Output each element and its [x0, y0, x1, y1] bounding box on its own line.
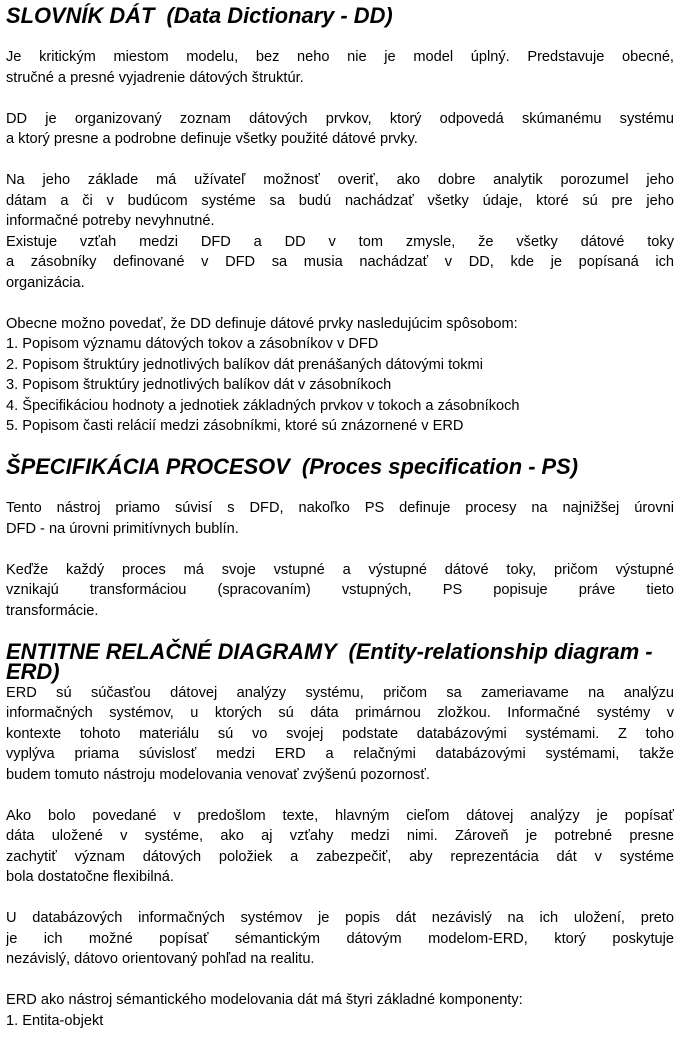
paragraph-dd-user — [6, 170, 674, 232]
paragraph-dd-definition — [6, 109, 674, 150]
text-line: dátam a či v budúcom systéme sa budú nachádzať všetky údaje, ktoré sú pre jeho — [6, 192, 674, 209]
section-subtitle: (Data Dictionary - DD) — [166, 3, 393, 28]
list-item: 2. Popisom štruktúry jednotlivých balíkov dát prenášaných dátovými tokmi — [6, 356, 483, 373]
list-item: 3. Popisom štruktúry jednotlivých balíkov dát v zásobníkoch — [6, 377, 392, 393]
text-line: je ich možné popísať sémantickým dátovým modelom-ERD, ktorý poskytuje — [6, 930, 674, 947]
document-page — [6, 3, 674, 1031]
text-line: Obecne možno povedať, že DD definuje dátové prvky nasledujúcim spôsobom: — [6, 315, 518, 332]
paragraph-erd-goal — [6, 806, 674, 888]
text-line: budem tomuto nástroju modelovania venovať zvýšenú pozornosť. — [6, 766, 430, 783]
text-line: a ktorý presne a podrobne definuje všetky použité dátové prvky. — [6, 131, 418, 147]
list-item: 1. Entita-objekt — [6, 1012, 104, 1029]
section-subtitle: (Entity-relationship diagram - ERD) — [6, 638, 653, 684]
text-line: informačné potreby nevyhnutné. — [6, 213, 215, 229]
text-line: vznikajú transformáciou (spracovaním) vstupných, PS popisuje práve tieto — [6, 582, 674, 598]
paragraph-dd-dfd-relation — [6, 232, 674, 294]
text-line: DD je organizovaný zoznam dátových prvkov, ktorý odpovedá skúmanému systému — [6, 110, 674, 127]
text-line: DFD - na úrovni primitívnych bublín. — [6, 520, 239, 537]
section-subtitle: (Proces specification - PS) — [301, 454, 579, 479]
list-item: 1. Popisom významu dátových tokov a zásobníkov v DFD — [6, 336, 379, 352]
text-line: ERD sú súčasťou dátovej analýzy systému, pričom sa zameriavame na analýzu — [6, 684, 674, 701]
paragraph-ps-flows — [6, 560, 674, 622]
spacer — [6, 970, 674, 991]
text-line: organizácia. — [6, 274, 85, 291]
spacer — [6, 293, 674, 314]
text-line: dáta uložené v systéme, ako aj vzťahy medzi nimi. Zároveň je potrebné presne — [6, 828, 674, 844]
section-heading-data-dictionary — [6, 3, 674, 28]
section-heading-erd — [6, 638, 674, 684]
text-line: Existuje vzťah medzi DFD a DD v tom zmysle, že všetky dátové toky — [6, 233, 674, 250]
paragraph-ps-intro — [6, 498, 674, 539]
text-line: nezávislý, dátovo orientovaný pohľad na realitu. — [6, 951, 315, 967]
section-heading-process-spec — [6, 454, 674, 479]
list-item: 4. Špecifikáciou hodnoty a jednotiek základných prvkov v tokoch a zásobníkoch — [6, 397, 520, 414]
section-title: ENTITNE RELAČNÉ DIAGRAMY — [6, 638, 337, 664]
text-line: stručné a presné vyjadrenie dátových štruktúr. — [6, 69, 304, 86]
section-title: SLOVNÍK DÁT — [6, 3, 155, 28]
text-line: Ako bolo povedané v predošlom texte, hlavným cieľom dátovej analýzy je popísať — [6, 807, 674, 824]
spacer — [6, 888, 674, 909]
text-line: ERD ako nástroj sémantického modelovania dát má štyri základné komponenty: — [6, 992, 523, 1008]
text-line: a zásobníky definované v DFD sa musia nachádzať v DD, kde je popísaná ich — [6, 254, 674, 270]
paragraph-erd-semantic — [6, 908, 674, 970]
text-line: Tento nástroj priamo súvisí s DFD, nakoľko PS definuje procesy na najnižšej úrovni — [6, 500, 674, 516]
spacer — [6, 478, 674, 499]
spacer — [6, 785, 674, 806]
section-title: ŠPECIFIKÁCIA PROCESOV — [6, 454, 290, 479]
text-line: bola dostatočne flexibilná. — [6, 869, 174, 885]
paragraph-erd-components — [6, 990, 674, 1031]
text-line: Je kritickým miestom modelu, bez neho nie je model úplný. Predstavuje obecné, — [6, 49, 674, 65]
list-item: 5. Popisom časti relácií medzi zásobníkmi, ktoré sú znázornené v ERD — [6, 418, 464, 434]
spacer — [6, 27, 674, 48]
spacer — [6, 662, 674, 683]
paragraph-erd-intro — [6, 683, 674, 786]
spacer — [6, 539, 674, 560]
text-line: Na jeho základe má užívateľ možnosť overiť, ako dobre analytik porozumel jeho — [6, 172, 674, 188]
spacer — [6, 150, 674, 171]
text-line: zachytiť význam dátových položiek a zabezpečiť, aby reprezentácia dát v systéme — [6, 848, 674, 865]
paragraph-dd-intro — [6, 47, 674, 88]
text-line: vyplýva priama súvislosť medzi ERD a relačnými databázovými systémami, takže — [6, 746, 674, 762]
text-line: informačných systémov, u ktorých sú dáta primárnou zložkou. Informačné systémy v — [6, 705, 674, 721]
text-line: Keďže každý proces má svoje vstupné a výstupné dátové toky, pričom výstupné — [6, 561, 674, 578]
spacer — [6, 88, 674, 109]
dd-definition-list — [6, 334, 674, 437]
text-line: transformácie. — [6, 602, 99, 619]
text-line: kontexte tohoto materiálu sú vo svojej podstate databázovými systémami. Z toho — [6, 725, 674, 742]
text-line: U databázových informačných systémov je popis dát nezávislý na ich uložení, preto — [6, 910, 674, 926]
paragraph-dd-list-intro — [6, 314, 674, 335]
